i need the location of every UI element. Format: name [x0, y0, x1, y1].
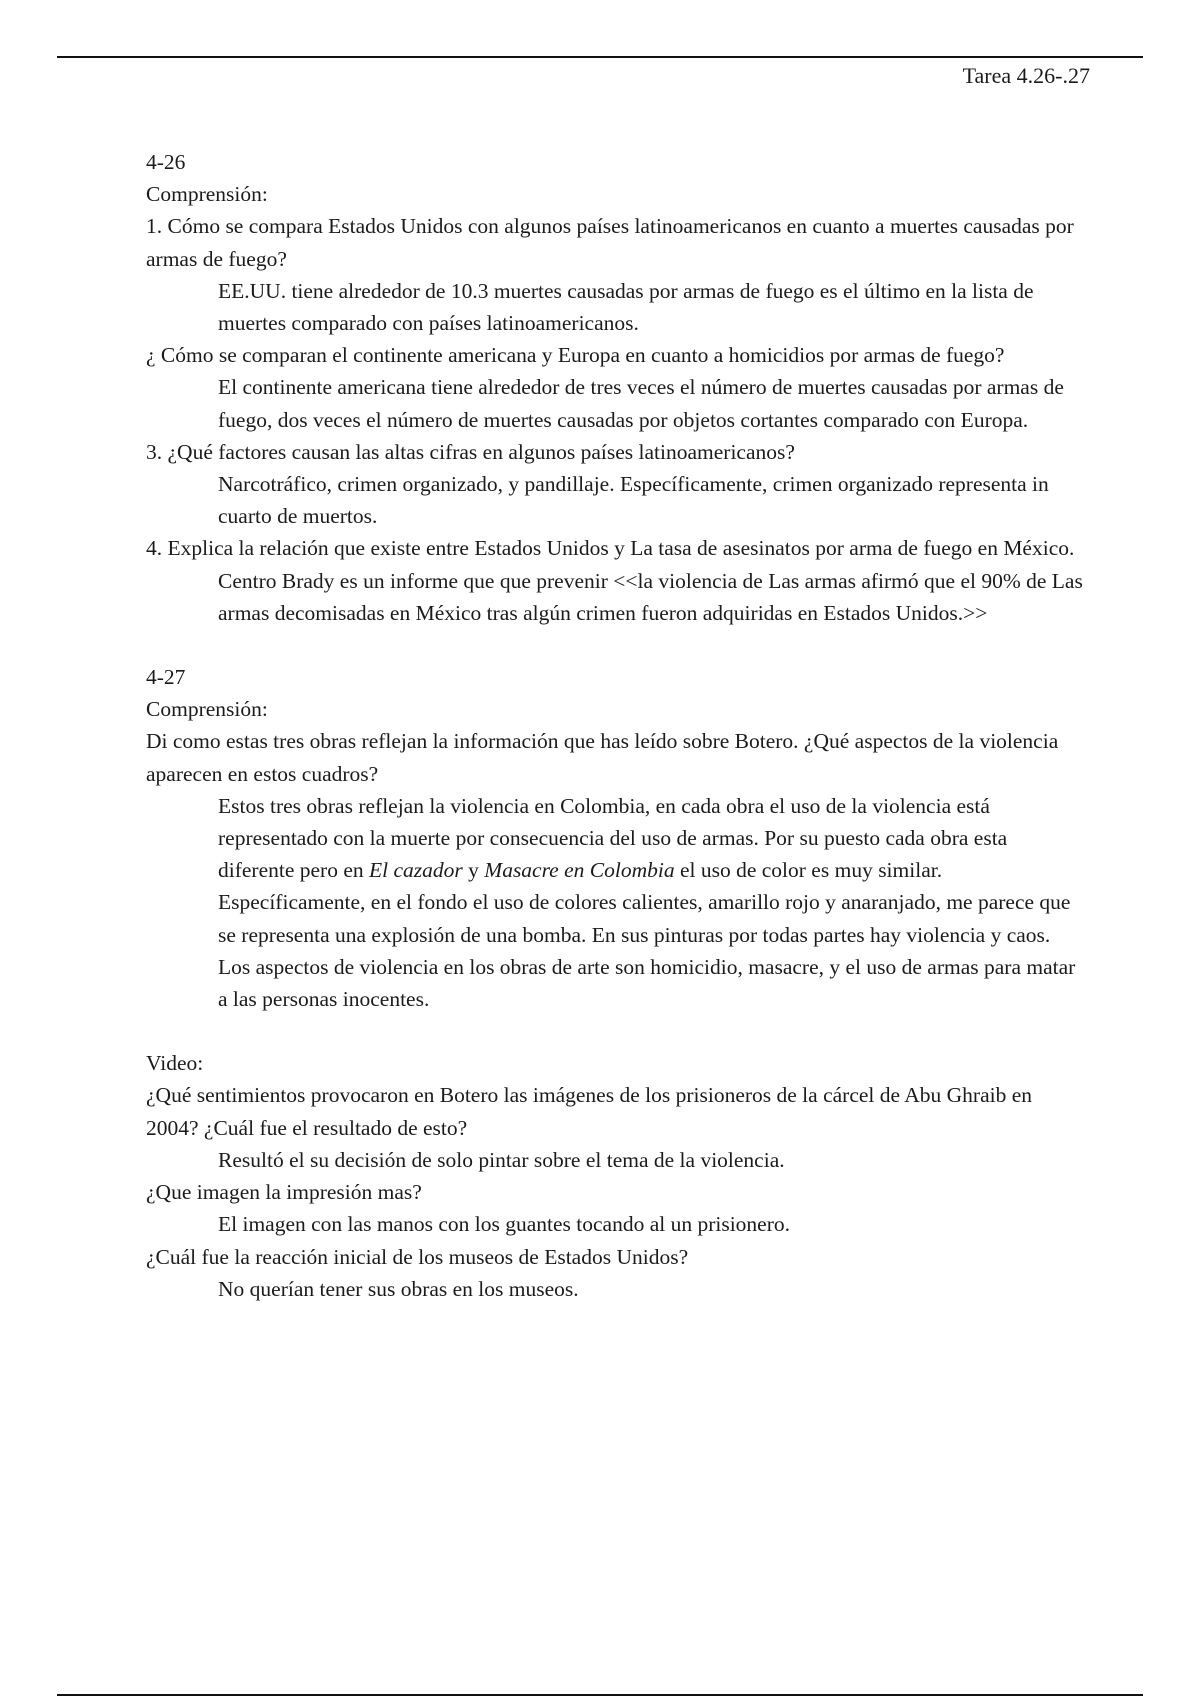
question-4: 4. Explica la relación que existe entre Estados Unidos y La tasa de asesinatos por arma de fuego en México.	[146, 536, 1075, 561]
section-4-26	[146, 146, 1088, 629]
video-question-3: ¿Cuál fue la reacción inicial de los museos de Estados Unidos?	[146, 1244, 689, 1269]
answer-1-continued: Los aspectos de violencia en los obras de arte son homicidio, masacre, y el uso de armas para matar a las personas inocentes.	[218, 954, 1076, 1012]
answer-1: EE.UU. tiene alrededor de 10.3 muertes causadas por armas de fuego es el último en la lista de muertes comparado con países latinoamericanos.	[218, 278, 1034, 336]
artwork-title: El cazador	[369, 858, 463, 883]
answer-1	[218, 790, 1088, 951]
top-rule	[57, 56, 1143, 58]
document-body	[146, 146, 1088, 1305]
question-1: 1. Cómo se compara Estados Unidos con algunos países latinoamericanos en cuanto a muertes causadas por armas de fuego?	[146, 214, 1074, 271]
question-1: Di como estas tres obras reflejan la información que has leído sobre Botero. ¿Qué aspectos de la violencia aparecen en estos cuadros?	[146, 729, 1059, 786]
section-subtitle: Comprensión:	[146, 697, 268, 722]
section-number: 4-26	[146, 150, 186, 174]
section-video	[146, 1047, 1088, 1305]
section-label: Video:	[146, 1051, 204, 1076]
section-4-27	[146, 661, 1088, 1015]
page-header: Tarea 4.26-.27	[962, 63, 1090, 88]
video-answer-3: No querían tener sus obras en los museos.	[218, 1276, 579, 1301]
answer-4: Centro Brady es un informe que que prevenir <<la violencia de Las armas afirmó que el 90% de Las armas decomisadas en México tras algún crimen fueron adquiridas en Estados Unidos.>>	[218, 568, 1083, 625]
answer-3: Narcotráfico, crimen organizado, y pandillaje. Específicamente, crimen organizado representa in cuarto de muertos.	[218, 472, 1049, 529]
video-question-2: ¿Que imagen la impresión mas?	[146, 1180, 422, 1205]
question-3: 3. ¿Qué factores causan las altas cifras en algunos países latinoamericanos?	[146, 439, 795, 464]
video-answer-2: El imagen con las manos con los guantes tocando al un prisionero.	[218, 1212, 791, 1237]
question-2: ¿ Cómo se comparan el continente americana y Europa en cuanto a homicidios por armas de fuego?	[146, 343, 1005, 368]
section-subtitle: Comprensión:	[146, 182, 268, 207]
video-question-1: ¿Qué sentimientos provocaron en Botero las imágenes de los prisioneros de la cárcel de Abu Ghraib en 2004? ¿Cuál fue el resultado de esto?	[146, 1083, 1033, 1140]
answer-text: el uso de color es muy similar. Específicamente, en el fondo el uso de colores calientes, amarillo rojo y anaranjado, me parece que se representa una explosión de una bomba. En sus pinturas por todas partes hay violencia y caos.	[218, 858, 1071, 947]
artwork-title: Masacre en Colombia	[484, 858, 675, 883]
video-answer-1: Resultó el su decisión de solo pintar sobre el tema de la violencia.	[218, 1147, 785, 1172]
answer-2: El continente americana tiene alrededor de tres veces el número de muertes causadas por armas de fuego, dos veces el número de muertes causadas por objetos cortantes comparado con Europa.	[218, 375, 1064, 432]
section-number: 4-27	[146, 665, 186, 690]
answer-text: y	[462, 858, 485, 883]
spacer	[146, 1015, 1088, 1047]
answer-text: Estos tres obras reflejan la violencia en Colombia, en cada obra el uso de la violencia está representado con la muerte por consecuencia del uso de armas. Por su puesto cada obra esta diferente pero en	[218, 793, 1008, 883]
spacer	[146, 629, 1088, 661]
bottom-rule	[57, 1694, 1143, 1696]
